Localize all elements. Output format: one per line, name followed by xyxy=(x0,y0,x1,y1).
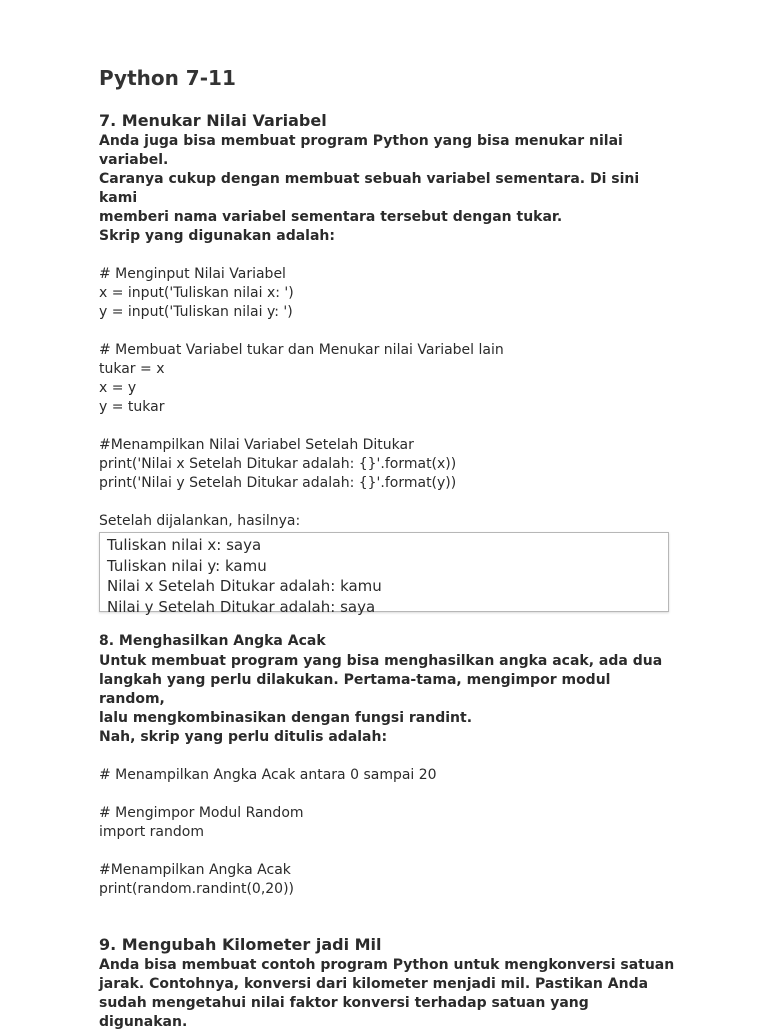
code-block xyxy=(99,766,679,785)
document-title: Python 7-11 xyxy=(99,66,236,90)
output-line: Nilai x Setelah Ditukar adalah: kamu xyxy=(107,577,382,595)
code-block xyxy=(99,341,679,417)
code-block xyxy=(99,861,679,899)
code-line: import random xyxy=(99,824,204,840)
section-9-intro xyxy=(99,956,679,1032)
code-block xyxy=(99,804,679,842)
intro-line: sudah mengetahui nilai faktor konversi terhadap satuan yang digunakan. xyxy=(99,995,589,1030)
code-line: # Menginput Nilai Variabel xyxy=(99,266,286,282)
code-line: print('Nilai x Setelah Ditukar adalah: {}'.format(x)) xyxy=(99,456,457,472)
code-block xyxy=(99,436,679,493)
code-line: y = input('Tuliskan nilai y: ') xyxy=(99,304,293,320)
intro-line: lalu mengkombinasikan dengan fungsi randint. xyxy=(99,710,473,726)
intro-line: langkah yang perlu dilakukan. Pertama-tama, mengimpor modul random, xyxy=(99,672,611,707)
intro-line: Untuk membuat program yang bisa menghasilkan angka acak, ada dua xyxy=(99,653,663,669)
code-block xyxy=(99,265,679,322)
code-line: x = y xyxy=(99,380,137,396)
code-line: #Menampilkan Nilai Variabel Setelah Ditukar xyxy=(99,437,414,453)
output-line: Tuliskan nilai x: saya xyxy=(107,536,262,554)
code-line: y = tukar xyxy=(99,399,165,415)
intro-line: jarak. Contohnya, konversi dari kilometer menjadi mil. Pastikan Anda xyxy=(99,976,649,992)
code-line: # Membuat Variabel tukar dan Menukar nilai Variabel lain xyxy=(99,342,504,358)
intro-line: Anda juga bisa membuat program Python yang bisa menukar nilai variabel. xyxy=(99,133,623,168)
section-7-heading: 7. Menukar Nilai Variabel xyxy=(99,111,327,130)
output-box xyxy=(99,532,669,616)
document-page xyxy=(99,64,679,1032)
intro-line: memberi nama variabel sementara tersebut dengan tukar. xyxy=(99,209,563,225)
section-8-intro xyxy=(99,652,679,747)
code-line: x = input('Tuliskan nilai x: ') xyxy=(99,285,294,301)
section-9-heading: 9. Mengubah Kilometer jadi Mil xyxy=(99,935,382,954)
section-8-heading: 8. Menghasilkan Angka Acak xyxy=(99,633,326,649)
code-line: # Mengimpor Modul Random xyxy=(99,805,304,821)
output-line: Nilai y Setelah Ditukar adalah: saya xyxy=(107,597,376,616)
intro-line: Anda bisa membuat contoh program Python untuk mengkonversi satuan xyxy=(99,957,675,973)
output-line: Tuliskan nilai y: kamu xyxy=(107,556,267,575)
code-line: print('Nilai y Setelah Ditukar adalah: {}'.format(y)) xyxy=(99,475,457,491)
code-line: print(random.randint(0,20)) xyxy=(99,881,295,897)
code-line: #Menampilkan Angka Acak xyxy=(99,862,291,878)
section-7-intro xyxy=(99,132,679,246)
intro-line: Nah, skrip yang perlu ditulis adalah: xyxy=(99,729,388,745)
code-line: # Menampilkan Angka Acak antara 0 sampai 20 xyxy=(99,767,437,783)
result-label: Setelah dijalankan, hasilnya: xyxy=(99,513,301,529)
intro-line: Caranya cukup dengan membuat sebuah variabel sementara. Di sini kami xyxy=(99,171,640,206)
intro-line: Skrip yang digunakan adalah: xyxy=(99,228,335,244)
code-line: tukar = x xyxy=(99,361,165,377)
